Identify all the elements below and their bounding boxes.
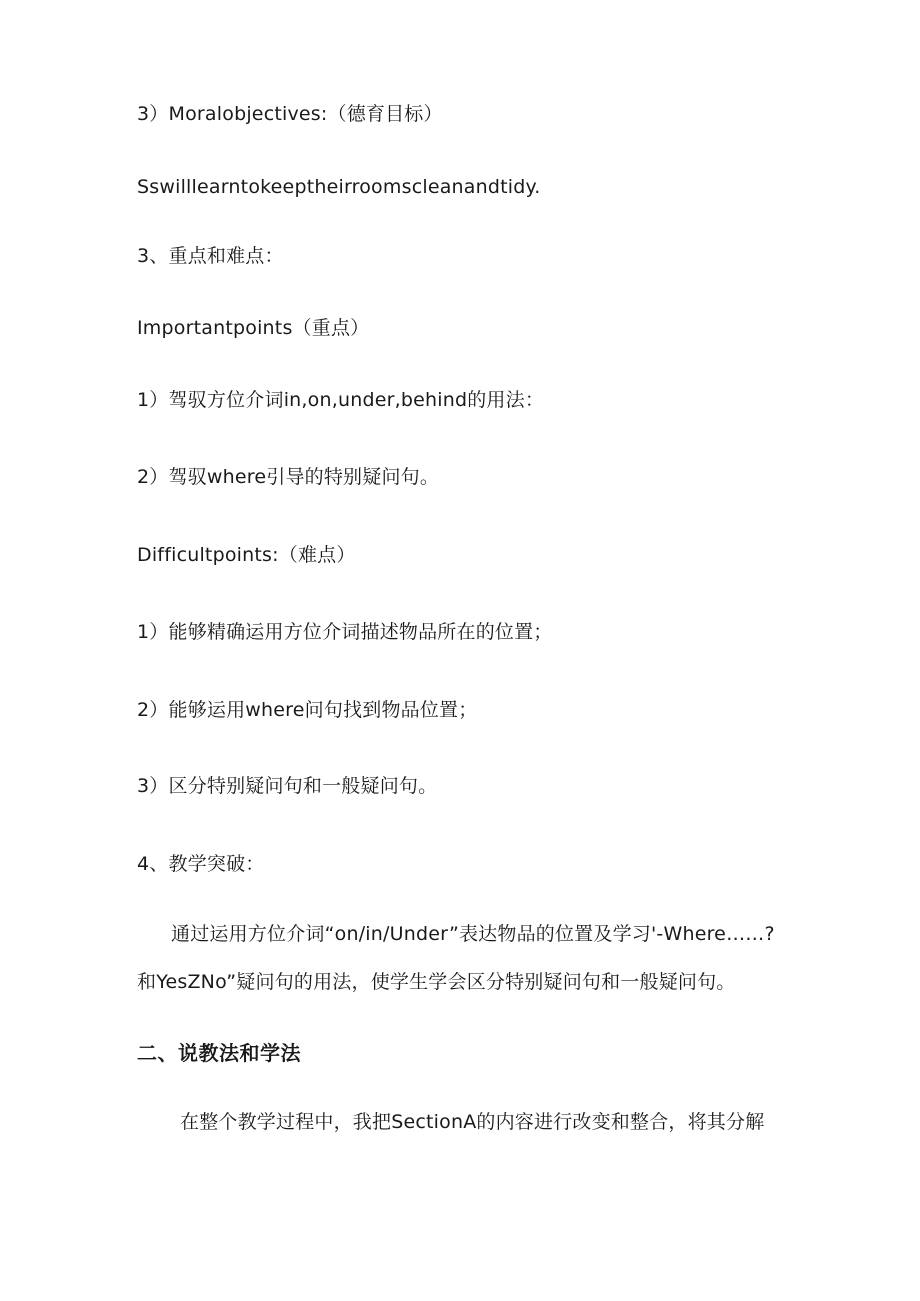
final-paragraph-line: 在整个教学过程中，我把SectionA的内容进行改变和整合，将其分解 (180, 1111, 765, 1133)
section-heading: 二、说教法和学法 (137, 1041, 301, 1065)
important-points-label: Importantpoints（重点） (137, 317, 370, 339)
moral-objectives-text: Sswilllearntokeeptheirroomscleanandtidy. (137, 176, 541, 198)
important-point-1: 1）驾驭方位介词in,on,under,behind的用法： (137, 389, 545, 411)
moral-objectives-line: 3）Moralobjectives:（德育目标） (137, 103, 443, 125)
breakthrough-paragraph-line-1: 通过运用方位介词“on∕in∕Under”表达物品的位置及学习'-Where……? (171, 923, 775, 945)
breakthrough-paragraph-line-2: 和YesZNo”疑问句的用法，使学生学会区分特别疑问句和一般疑问句。 (137, 971, 736, 993)
difficult-points-label: Difficultpoints:（难点） (137, 544, 356, 566)
teaching-breakthrough-heading: 4、教学突破： (137, 853, 265, 875)
difficult-point-2: 2）能够运用where问句找到物品位置； (137, 699, 478, 721)
difficult-point-3: 3）区分特别疑问句和一般疑问句。 (137, 775, 438, 797)
important-point-2: 2）驾驭where引导的特别疑问句。 (137, 466, 440, 488)
difficult-point-1: 1）能够精确运用方位介词描述物品所在的位置； (137, 621, 553, 643)
key-difficult-points-heading: 3、重点和难点： (137, 245, 284, 267)
